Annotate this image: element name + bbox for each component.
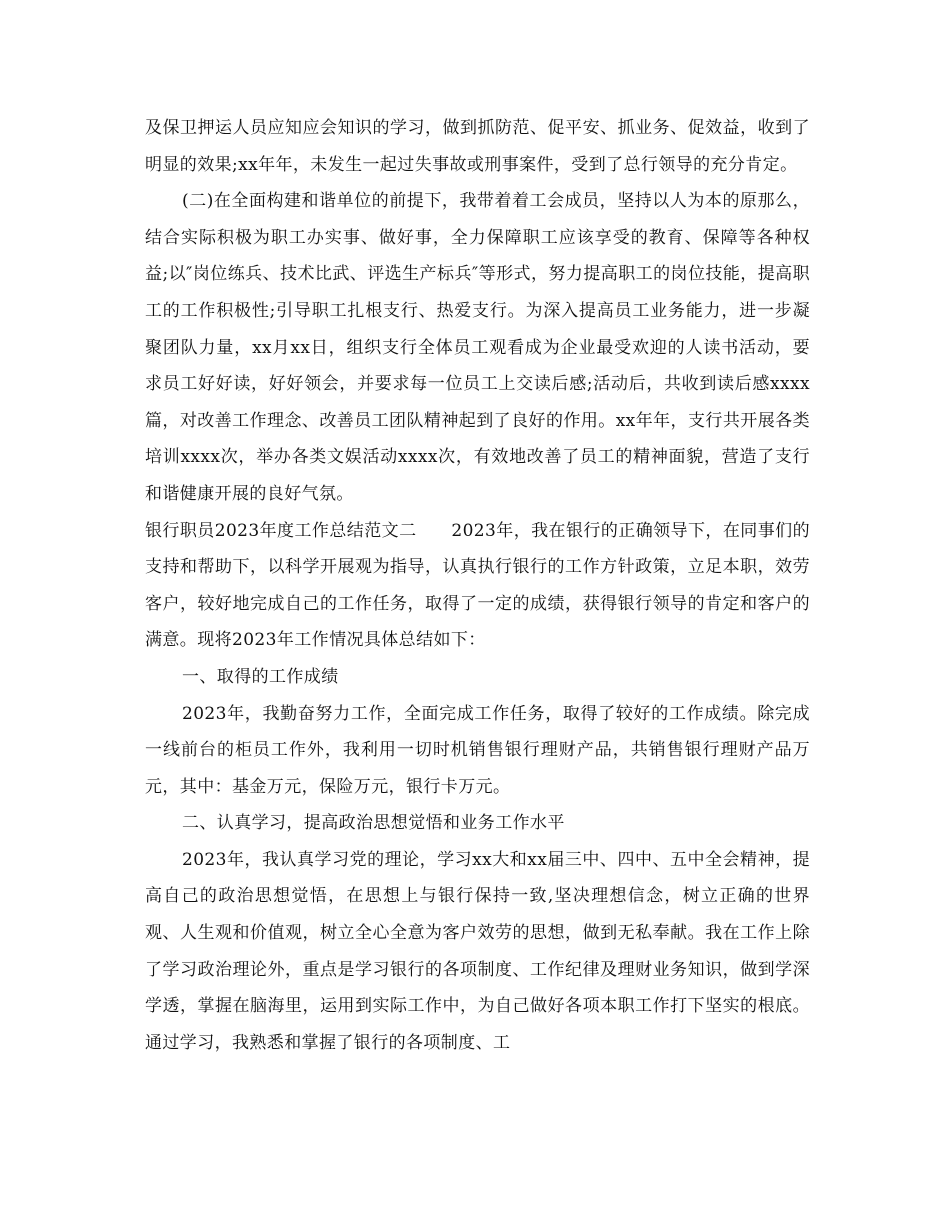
section-heading-achievements: 一、取得的工作成绩 [182,666,339,687]
paragraph-union-work: (二)在全面构建和谐单位的前提下，我带着着工会成员，坚持以人为本的原那么，结合实际积极为职工办实事、做好事，全力保障职工应该享受的教育、保障等各种权益;以″岗位练兵、技术比武、评选生产标兵″等形式，努力提高职工的岗位技能，提高职工的工作积极性;引导职工扎根支行、热爱支行。为深入提高员工业务能力，进一步凝聚团队力量，xx月xx日，组织支行全体员工观看成为企业最受欢迎的人读书活动，要求员工好好读，好好领会，并要求每一位员工上交读后感;活动后，共收到读后感xxxx篇，对改善工作理念、改善员工团队精神起到了良好的作用。xx年年，支行共开展各类培训xxxx次，举办各类文娱活动xxxx次，有效地改善了员工的精神面貌，营造了支行和谐健康开展的良好气氛。 [145,191,810,504]
paragraph-security-training: 及保卫押运人员应知应会知识的学习，做到抓防范、促平安、抓业务、促效益，收到了明显的效果;xx年年，未发生一起过失事故或刑事案件，受到了总行领导的充分肯定。 [145,118,810,175]
document-body [145,110,810,1061]
paragraph-achievements: 2023年，我勤奋努力工作，全面完成工作任务，取得了较好的工作成绩。除完成一线前台的柜员工作外，我利用一切时机销售银行理财产品，共销售银行理财产品万元，其中：基金万元，保险万元，银行卡万元。 [145,703,810,797]
paragraph-study: 2023年，我认真学习党的理论，学习xx大和xx届三中、四中、五中全会精神，提高自己的政治思想觉悟，在思想上与银行保持一致,坚决理想信念，树立正确的世界观、人生观和价值观，树立全心全意为客户效劳的思想，做到无私奉献。我在工作上除了学习政治理论外，重点是学习银行的各项制度、工作纪律及理财业务知识，做到学深学透，掌握在脑海里，运用到实际工作中，为自己做好各项本职工作打下坚实的根底。通过学习，我熟悉和掌握了银行的各项制度、工 [145,849,810,1053]
paragraph-summary-intro: 银行职员2023年度工作总结范文二 2023年，我在银行的正确领导下，在同事们的支持和帮助下，以科学开展观为指导，认真执行银行的工作方针政策，立足本职，效劳客户，较好地完成自己的工作任务，取得了一定的成绩，获得银行领导的肯定和客户的满意。现将2023年工作情况具体总结如下： [145,520,810,651]
section-heading-study: 二、认真学习，提高政治思想觉悟和业务工作水平 [182,813,565,834]
